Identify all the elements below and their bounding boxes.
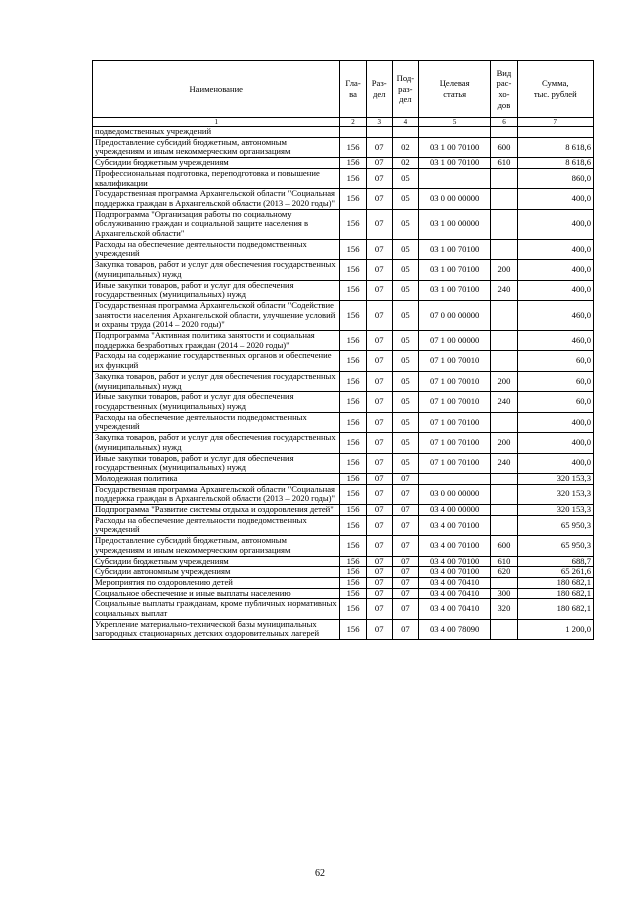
- row-sum-cell: 320 153,3: [517, 473, 593, 484]
- row-chapter-cell: 156: [340, 473, 366, 484]
- row-name-cell: Расходы на обеспечение деятельности подведомственных учреждений: [93, 515, 340, 535]
- row-expense-type-cell: [491, 168, 517, 188]
- row-target-article-cell: 03 4 00 70100: [418, 556, 490, 567]
- row-section-cell: 07: [366, 137, 392, 157]
- header-section: Раз- дел: [366, 61, 392, 118]
- table-row: [93, 473, 594, 484]
- row-sum-cell: 65 950,3: [517, 536, 593, 556]
- row-chapter-cell: 156: [340, 392, 366, 412]
- row-subsection-cell: 07: [392, 515, 418, 535]
- row-chapter-cell: 156: [340, 484, 366, 504]
- row-section-cell: 07: [366, 260, 392, 280]
- row-chapter-cell: 156: [340, 588, 366, 599]
- table-row: [93, 260, 594, 280]
- row-sum-cell: 860,0: [517, 168, 593, 188]
- row-target-article-cell: 03 4 00 70100: [418, 536, 490, 556]
- row-expense-type-cell: 200: [491, 260, 517, 280]
- row-chapter-cell: 156: [340, 300, 366, 330]
- table-row: [93, 588, 594, 599]
- row-sum-cell: 400,0: [517, 433, 593, 453]
- row-sum-cell: 460,0: [517, 300, 593, 330]
- table-row: [93, 505, 594, 516]
- row-chapter-cell: 156: [340, 371, 366, 391]
- row-expense-type-cell: [491, 412, 517, 432]
- row-sum-cell: 688,7: [517, 556, 593, 567]
- row-subsection-cell: 07: [392, 599, 418, 619]
- row-target-article-cell: 07 1 00 70010: [418, 392, 490, 412]
- row-subsection-cell: 07: [392, 473, 418, 484]
- table-row: [93, 392, 594, 412]
- row-sum-cell: 400,0: [517, 453, 593, 473]
- row-section-cell: 07: [366, 371, 392, 391]
- row-target-article-cell: 03 4 00 70410: [418, 599, 490, 619]
- row-chapter-cell: 156: [340, 505, 366, 516]
- row-subsection-cell: 05: [392, 371, 418, 391]
- row-expense-type-cell: [491, 209, 517, 239]
- table-body: [93, 127, 594, 640]
- table-row: [93, 619, 594, 639]
- column-number: 5: [418, 118, 490, 127]
- row-name-cell: Иные закупки товаров, работ и услуг для обеспечения государственных (муниципальных) нужд: [93, 280, 340, 300]
- row-target-article-cell: 03 1 00 70100: [418, 158, 490, 169]
- table-row: [93, 567, 594, 578]
- row-sum-cell: 320 153,3: [517, 505, 593, 516]
- row-target-article-cell: 07 0 00 00000: [418, 300, 490, 330]
- table-row: [93, 371, 594, 391]
- row-section-cell: 07: [366, 599, 392, 619]
- row-sum-cell: 60,0: [517, 371, 593, 391]
- row-expense-type-cell: [491, 577, 517, 588]
- row-subsection-cell: 05: [392, 412, 418, 432]
- row-section-cell: 07: [366, 168, 392, 188]
- row-subsection-cell: 07: [392, 556, 418, 567]
- row-name-cell: подведомственных учреждений: [93, 127, 340, 138]
- row-chapter-cell: 156: [340, 567, 366, 578]
- row-sum-cell: [517, 127, 593, 138]
- row-expense-type-cell: [491, 239, 517, 259]
- row-section-cell: [366, 127, 392, 138]
- row-chapter-cell: 156: [340, 453, 366, 473]
- row-name-cell: Субсидии бюджетным учреждениям: [93, 158, 340, 169]
- column-number: 6: [491, 118, 517, 127]
- table-row: [93, 300, 594, 330]
- row-section-cell: 07: [366, 536, 392, 556]
- row-section-cell: 07: [366, 189, 392, 209]
- row-expense-type-cell: [491, 331, 517, 351]
- row-section-cell: 07: [366, 453, 392, 473]
- row-target-article-cell: 03 4 00 70410: [418, 588, 490, 599]
- row-name-cell: Закупка товаров, работ и услуг для обеспечения государственных (муниципальных) нужд: [93, 371, 340, 391]
- row-target-article-cell: 03 4 00 78090: [418, 619, 490, 639]
- row-expense-type-cell: [491, 300, 517, 330]
- row-name-cell: Расходы на содержание государственных органов и обеспечение их функций: [93, 351, 340, 371]
- row-chapter-cell: 156: [340, 137, 366, 157]
- row-sum-cell: 65 950,3: [517, 515, 593, 535]
- table-row: [93, 577, 594, 588]
- header-expense-type: Вид рас- хо- дов: [491, 61, 517, 118]
- table-row: [93, 189, 594, 209]
- row-subsection-cell: 05: [392, 433, 418, 453]
- row-section-cell: 07: [366, 567, 392, 578]
- row-name-cell: Расходы на обеспечение деятельности подведомственных учреждений: [93, 412, 340, 432]
- row-expense-type-cell: 240: [491, 392, 517, 412]
- column-number: 4: [392, 118, 418, 127]
- row-chapter-cell: 156: [340, 412, 366, 432]
- column-number-row: [93, 118, 594, 127]
- row-section-cell: 07: [366, 473, 392, 484]
- row-section-cell: 07: [366, 577, 392, 588]
- header-subsection: Под- раз- дел: [392, 61, 418, 118]
- row-chapter-cell: 156: [340, 209, 366, 239]
- row-chapter-cell: 156: [340, 158, 366, 169]
- row-chapter-cell: 156: [340, 556, 366, 567]
- row-name-cell: Социальные выплаты гражданам, кроме публичных нормативных социальных выплат: [93, 599, 340, 619]
- row-chapter-cell: 156: [340, 189, 366, 209]
- page-number: 62: [315, 868, 325, 879]
- row-name-cell: Подпрограмма "Развитие системы отдыха и оздоровления детей": [93, 505, 340, 516]
- row-target-article-cell: 03 1 00 70100: [418, 280, 490, 300]
- row-target-article-cell: 07 1 00 70100: [418, 433, 490, 453]
- table-row: [93, 453, 594, 473]
- row-name-cell: Государственная программа Архангельской области "Социальная поддержка граждан в Архангельской области (2013 – 2020 годы)": [93, 484, 340, 504]
- row-expense-type-cell: [491, 189, 517, 209]
- row-target-article-cell: 03 1 00 70100: [418, 239, 490, 259]
- column-number: 3: [366, 118, 392, 127]
- row-chapter-cell: 156: [340, 536, 366, 556]
- row-name-cell: Мероприятия по оздоровлению детей: [93, 577, 340, 588]
- row-expense-type-cell: [491, 351, 517, 371]
- row-expense-type-cell: [491, 505, 517, 516]
- row-section-cell: 07: [366, 556, 392, 567]
- row-chapter-cell: 156: [340, 280, 366, 300]
- header-name: Наименование: [93, 61, 340, 118]
- row-subsection-cell: 05: [392, 351, 418, 371]
- column-number: 7: [517, 118, 593, 127]
- row-target-article-cell: 03 0 00 00000: [418, 189, 490, 209]
- row-target-article-cell: 03 0 00 00000: [418, 484, 490, 504]
- row-subsection-cell: 07: [392, 505, 418, 516]
- row-chapter-cell: 156: [340, 515, 366, 535]
- row-section-cell: 07: [366, 515, 392, 535]
- budget-table: [92, 60, 594, 640]
- row-subsection-cell: 07: [392, 536, 418, 556]
- row-subsection-cell: 07: [392, 577, 418, 588]
- row-target-article-cell: 03 1 00 70100: [418, 260, 490, 280]
- row-sum-cell: 8 618,6: [517, 137, 593, 157]
- table-row: [93, 433, 594, 453]
- table-row: [93, 515, 594, 535]
- row-name-cell: Предоставление субсидий бюджетным, автономным учреждениям и иным некоммерческим организациям: [93, 536, 340, 556]
- row-name-cell: Государственная программа Архангельской области "Содействие занятости населения Архангельской области, улучшение условий и охраны труда (2014 – 2020 годы)": [93, 300, 340, 330]
- row-chapter-cell: 156: [340, 619, 366, 639]
- row-sum-cell: 60,0: [517, 351, 593, 371]
- row-subsection-cell: 07: [392, 619, 418, 639]
- row-sum-cell: 400,0: [517, 189, 593, 209]
- row-chapter-cell: 156: [340, 433, 366, 453]
- row-expense-type-cell: 240: [491, 453, 517, 473]
- row-subsection-cell: 07: [392, 567, 418, 578]
- row-section-cell: 07: [366, 392, 392, 412]
- row-expense-type-cell: [491, 127, 517, 138]
- row-section-cell: 07: [366, 331, 392, 351]
- header-chapter: Гла- ва: [340, 61, 366, 118]
- row-subsection-cell: 05: [392, 392, 418, 412]
- row-subsection-cell: [392, 127, 418, 138]
- row-name-cell: Предоставление субсидий бюджетным, автономным учреждениям и иным некоммерческим организациям: [93, 137, 340, 157]
- row-name-cell: Субсидии автономным учреждениям: [93, 567, 340, 578]
- row-subsection-cell: 05: [392, 300, 418, 330]
- row-section-cell: 07: [366, 505, 392, 516]
- row-sum-cell: 180 682,1: [517, 588, 593, 599]
- row-section-cell: 07: [366, 619, 392, 639]
- row-target-article-cell: 03 1 00 70100: [418, 137, 490, 157]
- row-subsection-cell: 05: [392, 189, 418, 209]
- row-sum-cell: 8 618,6: [517, 158, 593, 169]
- row-section-cell: 07: [366, 484, 392, 504]
- row-target-article-cell: [418, 473, 490, 484]
- row-section-cell: 07: [366, 239, 392, 259]
- row-sum-cell: 320 153,3: [517, 484, 593, 504]
- row-target-article-cell: 07 1 00 70100: [418, 453, 490, 473]
- table-row: [93, 239, 594, 259]
- row-name-cell: Закупка товаров, работ и услуг для обеспечения государственных (муниципальных) нужд: [93, 433, 340, 453]
- header-target-article: Целевая статья: [418, 61, 490, 118]
- row-expense-type-cell: [491, 619, 517, 639]
- row-name-cell: Социальное обеспечение и иные выплаты населению: [93, 588, 340, 599]
- row-target-article-cell: 03 4 00 70100: [418, 567, 490, 578]
- row-sum-cell: 60,0: [517, 392, 593, 412]
- row-section-cell: 07: [366, 158, 392, 169]
- row-section-cell: 07: [366, 412, 392, 432]
- row-chapter-cell: 156: [340, 351, 366, 371]
- row-chapter-cell: 156: [340, 577, 366, 588]
- row-target-article-cell: [418, 168, 490, 188]
- row-name-cell: Государственная программа Архангельской области "Социальная поддержка граждан в Архангельской области (2013 – 2020 годы)": [93, 189, 340, 209]
- row-name-cell: Молодежная политика: [93, 473, 340, 484]
- table-row: [93, 127, 594, 138]
- row-chapter-cell: 156: [340, 331, 366, 351]
- row-sum-cell: 180 682,1: [517, 599, 593, 619]
- row-subsection-cell: 05: [392, 280, 418, 300]
- row-section-cell: 07: [366, 588, 392, 599]
- row-chapter-cell: 156: [340, 599, 366, 619]
- table-row: [93, 209, 594, 239]
- header-row: [93, 61, 594, 118]
- row-target-article-cell: 07 1 00 70100: [418, 412, 490, 432]
- row-expense-type-cell: 610: [491, 158, 517, 169]
- row-expense-type-cell: 600: [491, 536, 517, 556]
- row-subsection-cell: 07: [392, 484, 418, 504]
- row-sum-cell: 1 200,0: [517, 619, 593, 639]
- column-number: 1: [93, 118, 340, 127]
- row-expense-type-cell: 600: [491, 137, 517, 157]
- row-sum-cell: 65 261,6: [517, 567, 593, 578]
- row-subsection-cell: 02: [392, 158, 418, 169]
- row-subsection-cell: 05: [392, 209, 418, 239]
- table-row: [93, 331, 594, 351]
- table-row: [93, 137, 594, 157]
- row-subsection-cell: 05: [392, 453, 418, 473]
- row-chapter-cell: 156: [340, 239, 366, 259]
- row-target-article-cell: [418, 127, 490, 138]
- table-row: [93, 536, 594, 556]
- row-subsection-cell: 05: [392, 260, 418, 280]
- row-name-cell: Иные закупки товаров, работ и услуг для обеспечения государственных (муниципальных) нужд: [93, 392, 340, 412]
- row-target-article-cell: 07 1 00 70010: [418, 371, 490, 391]
- row-section-cell: 07: [366, 300, 392, 330]
- row-sum-cell: 400,0: [517, 239, 593, 259]
- row-target-article-cell: 07 1 00 00000: [418, 331, 490, 351]
- row-chapter-cell: 156: [340, 260, 366, 280]
- row-name-cell: Субсидии бюджетным учреждениям: [93, 556, 340, 567]
- row-section-cell: 07: [366, 280, 392, 300]
- row-subsection-cell: 05: [392, 239, 418, 259]
- column-number: 2: [340, 118, 366, 127]
- row-expense-type-cell: [491, 473, 517, 484]
- table-row: [93, 556, 594, 567]
- row-subsection-cell: 05: [392, 331, 418, 351]
- row-sum-cell: 400,0: [517, 209, 593, 239]
- row-expense-type-cell: 620: [491, 567, 517, 578]
- row-expense-type-cell: 610: [491, 556, 517, 567]
- row-name-cell: Укрепление материально-технической базы муниципальных загородных стационарных детских оздоровительных лагерей: [93, 619, 340, 639]
- row-name-cell: Подпрограмма "Организация работы по социальному обслуживанию граждан и социальной защите населения в Архангельской области": [93, 209, 340, 239]
- row-expense-type-cell: [491, 515, 517, 535]
- row-target-article-cell: 07 1 00 70010: [418, 351, 490, 371]
- header-sum: Сумма, тыс. рублей: [517, 61, 593, 118]
- row-subsection-cell: 05: [392, 168, 418, 188]
- row-expense-type-cell: 300: [491, 588, 517, 599]
- row-section-cell: 07: [366, 433, 392, 453]
- row-name-cell: Закупка товаров, работ и услуг для обеспечения государственных (муниципальных) нужд: [93, 260, 340, 280]
- row-target-article-cell: 03 1 00 00000: [418, 209, 490, 239]
- row-expense-type-cell: [491, 484, 517, 504]
- row-sum-cell: 400,0: [517, 280, 593, 300]
- table-row: [93, 280, 594, 300]
- row-subsection-cell: 07: [392, 588, 418, 599]
- row-subsection-cell: 02: [392, 137, 418, 157]
- row-section-cell: 07: [366, 209, 392, 239]
- row-target-article-cell: 03 4 00 70410: [418, 577, 490, 588]
- row-section-cell: 07: [366, 351, 392, 371]
- table-row: [93, 599, 594, 619]
- table-row: [93, 412, 594, 432]
- row-sum-cell: 460,0: [517, 331, 593, 351]
- row-sum-cell: 180 682,1: [517, 577, 593, 588]
- row-name-cell: Профессиональная подготовка, переподготовка и повышение квалификации: [93, 168, 340, 188]
- table-row: [93, 158, 594, 169]
- row-sum-cell: 400,0: [517, 412, 593, 432]
- row-expense-type-cell: 240: [491, 280, 517, 300]
- row-name-cell: Подпрограмма "Активная политика занятости и социальная поддержка безработных граждан (2014 – 2020 годы)": [93, 331, 340, 351]
- row-expense-type-cell: 200: [491, 433, 517, 453]
- table-row: [93, 484, 594, 504]
- row-name-cell: Иные закупки товаров, работ и услуг для обеспечения государственных (муниципальных) нужд: [93, 453, 340, 473]
- table-row: [93, 351, 594, 371]
- row-chapter-cell: 156: [340, 168, 366, 188]
- row-sum-cell: 400,0: [517, 260, 593, 280]
- row-chapter-cell: [340, 127, 366, 138]
- row-target-article-cell: 03 4 00 00000: [418, 505, 490, 516]
- row-target-article-cell: 03 4 00 70100: [418, 515, 490, 535]
- row-expense-type-cell: 320: [491, 599, 517, 619]
- table-row: [93, 168, 594, 188]
- row-name-cell: Расходы на обеспечение деятельности подведомственных учреждений: [93, 239, 340, 259]
- row-expense-type-cell: 200: [491, 371, 517, 391]
